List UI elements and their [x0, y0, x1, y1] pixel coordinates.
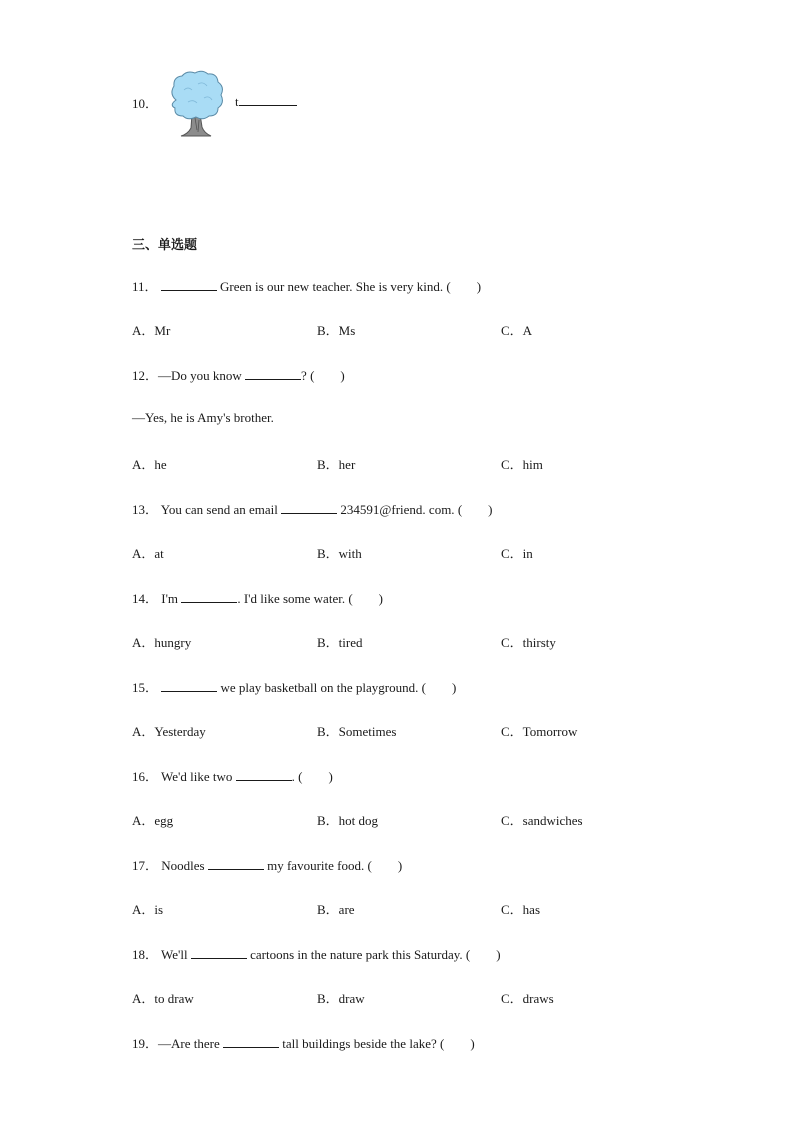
option-b[interactable]: B．tired: [317, 635, 363, 650]
option-a[interactable]: A．at: [132, 546, 164, 561]
question-text-end: my favourite food.: [267, 858, 365, 873]
option-a[interactable]: A．egg: [132, 813, 174, 828]
question-14: [132, 588, 383, 607]
option-b[interactable]: B．hot dog: [317, 813, 379, 828]
question-number: 14．: [132, 591, 159, 606]
question-10-hint: t: [235, 94, 239, 109]
question-number: 16．: [132, 769, 159, 784]
question-text-end: . I'd like some water.: [237, 591, 346, 606]
question-text: —Do you know: [158, 368, 242, 383]
answer-parentheses[interactable]: ( ): [457, 502, 493, 517]
question-13: [132, 499, 492, 518]
option-c[interactable]: C．A: [501, 323, 533, 338]
question-number: 12．: [132, 368, 159, 383]
option-b[interactable]: B．Sometimes: [317, 724, 397, 739]
question-18: [132, 944, 501, 963]
answer-blank[interactable]: [161, 679, 217, 692]
question-16: [132, 766, 333, 785]
question-number: 13．: [132, 502, 159, 517]
question-text: Green is our new teacher. She is very kind.: [220, 279, 444, 294]
option-b[interactable]: B．her: [317, 457, 356, 472]
question-text-end: tall buildings beside the lake?: [282, 1036, 437, 1051]
question-text: —Are there: [158, 1036, 220, 1051]
answer-parentheses[interactable]: ( ): [446, 279, 482, 294]
question-text: we play basketball on the playground.: [220, 680, 419, 695]
section-title: 三、单选题: [132, 238, 198, 253]
option-a[interactable]: A．hungry: [132, 635, 192, 650]
option-a[interactable]: A．Yesterday: [132, 724, 206, 739]
option-b[interactable]: B．with: [317, 546, 362, 561]
question-text-end: cartoons in the nature park this Saturday.: [250, 947, 463, 962]
question-text-end: ?: [301, 368, 307, 383]
option-c[interactable]: C．thirsty: [501, 635, 556, 650]
answer-blank[interactable]: [161, 278, 217, 291]
question-17: [132, 855, 402, 874]
answer-blank[interactable]: [208, 857, 264, 870]
question-text: I'm: [161, 591, 179, 606]
option-c[interactable]: C．draws: [501, 991, 554, 1006]
question-text: You can send an email: [160, 502, 278, 517]
answer-parentheses[interactable]: ( ): [465, 947, 501, 962]
option-c[interactable]: C．Tomorrow: [501, 724, 578, 739]
question-number: 15．: [132, 680, 159, 695]
answer-parentheses[interactable]: ( ): [348, 591, 383, 606]
answer-parentheses[interactable]: ( ): [298, 769, 333, 784]
question-number: 18．: [132, 947, 159, 962]
question-12: [132, 365, 345, 384]
question-text: We'd like two: [161, 769, 233, 784]
option-b[interactable]: B．are: [317, 902, 355, 917]
question-number: 17．: [132, 858, 159, 873]
option-b[interactable]: B．draw: [317, 991, 365, 1006]
answer-blank[interactable]: [245, 367, 301, 380]
answer-blank[interactable]: [281, 501, 337, 514]
answer-blank[interactable]: [223, 1035, 279, 1048]
answer-parentheses[interactable]: ( ): [367, 858, 403, 873]
question-10-answer: [235, 93, 297, 110]
answer-blank[interactable]: [191, 946, 247, 959]
question-text-end: .: [291, 769, 295, 784]
tree-icon: [166, 70, 226, 138]
question-text: We'll: [161, 947, 188, 962]
question-15: [132, 677, 456, 696]
answer-blank[interactable]: [236, 768, 292, 781]
question-number: 19．: [132, 1036, 159, 1051]
option-a[interactable]: A．is: [132, 902, 164, 917]
option-c[interactable]: C．in: [501, 546, 533, 561]
question-11: [132, 276, 481, 295]
question-text: Noodles: [161, 858, 205, 873]
answer-parentheses[interactable]: ( ): [440, 1036, 475, 1051]
option-c[interactable]: C．has: [501, 902, 541, 917]
answer-parentheses[interactable]: ( ): [310, 368, 345, 383]
option-a[interactable]: A．to draw: [132, 991, 194, 1006]
question-12-reply: —Yes, he is Amy's brother.: [132, 410, 274, 425]
option-b[interactable]: B．Ms: [317, 323, 356, 338]
answer-blank[interactable]: [239, 93, 297, 106]
answer-blank[interactable]: [181, 590, 237, 603]
option-a[interactable]: A．Mr: [132, 323, 171, 338]
answer-parentheses[interactable]: ( ): [421, 680, 457, 695]
question-10-number: 10．: [132, 96, 159, 111]
question-number: 11．: [132, 279, 158, 294]
option-c[interactable]: C．him: [501, 457, 543, 472]
option-a[interactable]: A．he: [132, 457, 167, 472]
question-text-end: 234591@friend. com.: [340, 502, 455, 517]
option-c[interactable]: C．sandwiches: [501, 813, 583, 828]
question-19: [132, 1033, 475, 1052]
